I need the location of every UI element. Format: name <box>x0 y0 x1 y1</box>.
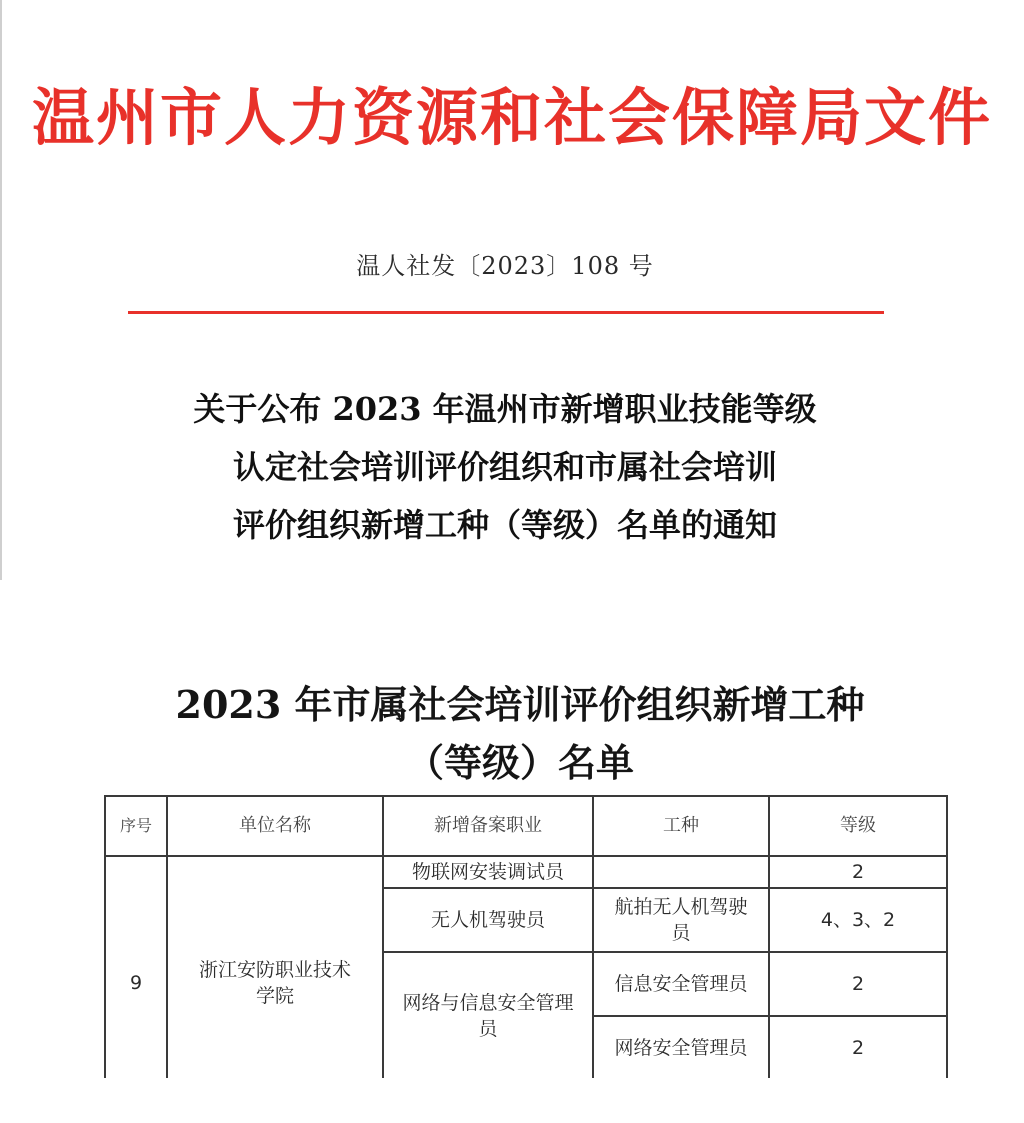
column-header-occupation: 新增备案职业 <box>383 796 593 856</box>
level-cell: 2 <box>769 856 947 888</box>
notice-title-line: 认定社会培训评价组织和市属社会培训 <box>232 448 777 486</box>
level-cell: 4、3、2 <box>769 888 947 952</box>
crop-edge <box>96 1078 966 1123</box>
column-header-seq: 序号 <box>105 796 167 856</box>
occupation-cell: 无人机驾驶员 <box>383 888 593 952</box>
table-header-row <box>105 796 947 856</box>
column-header-org: 单位名称 <box>167 796 383 856</box>
table-row <box>105 856 947 888</box>
level-cell: 2 <box>769 1016 947 1080</box>
occupation-cell: 网络与信息安全管理员 <box>383 952 593 1080</box>
notice-title-line: 关于公布 2023 年温州市新增职业技能等级 <box>193 390 817 428</box>
red-divider <box>128 311 884 314</box>
issuer-title: 温州市人力资源和社会保障局文件 <box>31 81 992 154</box>
occupation-cell: 物联网安装调试员 <box>383 856 593 888</box>
seq-cell: 9 <box>105 856 167 1110</box>
type-cell <box>593 856 769 888</box>
list-title <box>0 676 1024 792</box>
roster-table <box>104 795 948 1111</box>
type-cell: 信息安全管理员 <box>593 952 769 1016</box>
column-header-type: 工种 <box>593 796 769 856</box>
type-cell: 航拍无人机驾驶员 <box>593 888 769 952</box>
type-cell: 网络安全管理员 <box>593 1016 769 1080</box>
list-title-line: （等级）名单 <box>405 740 634 785</box>
notice-title <box>0 380 1010 554</box>
section-gap <box>0 580 1024 620</box>
notice-title-line: 评价组织新增工种（等级）名单的通知 <box>232 506 777 544</box>
list-title-line: 2023 年市属社会培训评价组织新增工种 <box>175 682 865 727</box>
level-cell: 2 <box>769 952 947 1016</box>
column-header-level: 等级 <box>769 796 947 856</box>
org-cell: 浙江安防职业技术学院 <box>167 856 383 1110</box>
document-number: 温人社发〔2023〕108 号 <box>356 252 654 280</box>
